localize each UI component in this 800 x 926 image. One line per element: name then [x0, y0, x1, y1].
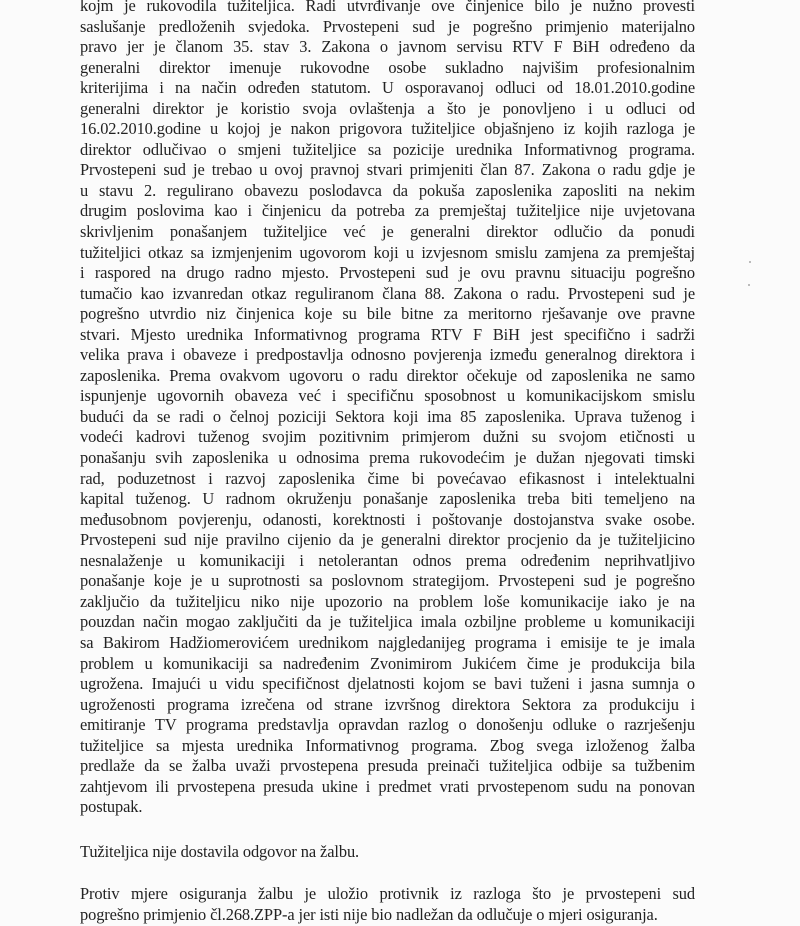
- paragraph-2: [80, 842, 695, 863]
- text-line: generalni direktor je koristio svoja ovlaštenja a što je ponovljeno i u odluci od: [80, 98, 695, 118]
- text-line: zaključio da tužiteljicu niko nije upozorio na problem loše komunikacije iako je na: [80, 591, 695, 611]
- text-line: skrivljenim ponašanjem tužiteljice već je generalni direktor odlučio da ponudi: [80, 222, 695, 242]
- text-line: ponašanju svih zaposlenika u odnosima prema rukovodećim je dužan njegovati timski: [80, 448, 695, 468]
- text-line: tužiteljice sa mjesta urednika Informativnog programa. Zbog svega izloženog žalba: [80, 735, 695, 755]
- text-line: problem u komunikaciji sa nadređenim Zvonimirom Jukićem čime je produkcija bila: [80, 653, 695, 673]
- text-line: zaposlenika. Prema ovakvom ugovoru o radu direktor očekuje od zaposlenika ne samo: [80, 365, 695, 385]
- text-line: pravo jer je članom 35. stav 3. Zakona o javnom servisu RTV F BiH određeno da: [80, 37, 695, 57]
- text-line: direktor odlučivao o smjeni tužiteljice sa pozicije urednika Informativnog programa.: [80, 139, 695, 159]
- text-line: pogrešno primjenio čl.268.ZPP-a jer isti nije bio nadležan da odlučuje o mjeri osiguranja.: [80, 904, 658, 924]
- text-line: ponašanje koje je u suprotnosti sa poslovnom strategijom. Prvostepeni sud je pogrešno: [80, 571, 695, 591]
- paragraph-1: [80, 0, 695, 818]
- text-line: tumačio kao izvanredan otkaz reguliranom člana 88. Zakona o radu. Prvostepeni sud je: [80, 283, 695, 303]
- text-line: nesnalaženje u komunikaciji i netolerantan odnos prema određenim neprihvatljivo: [80, 550, 695, 570]
- text-line: Prvostepeni sud nije pravilno cijenio da je generalni direktor procjenio da je tužiteljicino: [80, 530, 695, 550]
- text-line: Prvostepeni sud je trebao u ovoj pravnoj stvari primjeniti član 87. Zakona o radu gdje je: [80, 160, 695, 180]
- text-line: 16.02.2010.godine u kojoj je nakon prigovora tužiteljice objašnjeno iz kojih razloga je: [80, 119, 695, 139]
- text-line: u stavu 2. regulirano obavezu poslodavca da pokuša zaposlenika zaposliti na nekim: [80, 180, 695, 200]
- text-line: postupak.: [80, 797, 143, 817]
- text-line: drugim poslovima kao i činjenicu da potreba za premještaj tužiteljice nije uvjetovana: [80, 201, 695, 221]
- paragraph-spacer: [80, 862, 695, 884]
- text-line: i raspored na drugo radno mjesto. Prvostepeni sud je ovu pravnu situaciju pogrešno: [80, 263, 695, 283]
- paragraph-3: [80, 884, 695, 925]
- text-line: ugrožena. Imajući u vidu specifičnost djelatnosti kojom se bavi tuženi i jasna sumnja o: [80, 674, 695, 694]
- text-line: sa Bakirom Hadžiomerovićem urednikom najgledanijeg programa i emisije te je imala: [80, 632, 695, 652]
- paragraph-spacer: [80, 818, 695, 842]
- text-line: međusobnom povjerenju, odanosti, korektnosti i poštovanje dostojanstva svake osobe.: [80, 509, 695, 529]
- scan-speck: [749, 261, 751, 263]
- text-line: saslušanje predloženih svjedoka. Prvostepeni sud je pogrešno primjenio materijalno: [80, 16, 695, 36]
- text-line: stvari. Mjesto urednika Informativnog programa RTV F BiH jest specifično i sadrži: [80, 324, 695, 344]
- text-line: pogrešno utvrdio niz činjenica koje su bile bitne za meritorno rješavanje ove pravne: [80, 304, 695, 324]
- text-line: emitiranje TV programa predstavlja opravdan razlog o donošenju odluke o razrješenju: [80, 715, 695, 735]
- text-line: vodeći kadrovi tuženog svojim pozitivnim primjerom dužni su svojom etičnosti u: [80, 427, 695, 447]
- text-line: Protiv mjere osiguranja žalbu je uložio protivnik iz razloga što je prvostepeni sud: [80, 884, 695, 904]
- scan-speck: [748, 284, 750, 286]
- text-line: generalni direktor imenuje rukovodne osobe sukladno najvišim profesionalnim: [80, 57, 695, 77]
- text-line: kojm je rukovodila tužiteljica. Radi utvrđivanje ove činjenice bilo je nužno provesti: [80, 0, 695, 15]
- text-line: budući da se radi o čelnoj poziciji Sektora koji ima 85 zaposlenika. Uprava tuženog i: [80, 406, 695, 426]
- text-line: kriterijima i na način određen statutom. U osporavanoj odluci od 18.01.2010.godine: [80, 78, 695, 98]
- text-line: Tužiteljica nije dostavila odgovor na žalbu.: [80, 841, 360, 861]
- text-line: kapital tuženog. U radnom okruženju ponašanje zaposlenika treba biti temeljeno na: [80, 489, 695, 509]
- text-line: tužiteljici otkaz sa izmjenjenim ugovorom koji u izvjesnom smislu zamjena za premještaj: [80, 242, 695, 262]
- text-line: predlaže da se žalba uvaži prvostepena presuda preinači tužiteljica odbije sa tužbenim: [80, 756, 695, 776]
- text-line: ispunjenje ugovornih obaveza već i specifičnu sposobnost u komunikacijskom smislu: [80, 386, 695, 406]
- text-line: zahtjevom ili prvostepena presuda ukine i predmet vrati prvostepenom sudu na ponovan: [80, 776, 695, 796]
- text-line: rad, poduzetnost i razvoj zaposlenika čime bi povećavao efikasnost i intelektualni: [80, 468, 695, 488]
- text-line: pouzdan način mogao zaključiti da je tužiteljica imala ozbiljne probleme u komunikaciji: [80, 612, 695, 632]
- text-line: velika prava i obaveze i predpostavlja odnosno povjerenja između generalnog direktora i: [80, 345, 695, 365]
- document-body: [80, 0, 695, 926]
- text-line: ugroženosti programa izrečena od strane izvršnog direktora Sektora za produkciju i: [80, 694, 695, 714]
